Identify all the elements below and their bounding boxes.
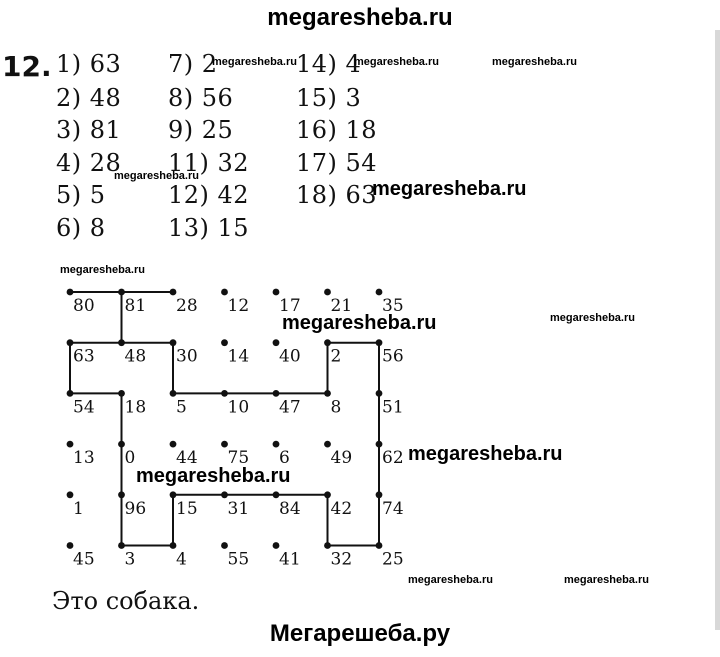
grid-cell-number: 8	[330, 397, 342, 418]
answer-item: 4) 28	[56, 149, 122, 177]
grid-cell-number: 10	[227, 397, 250, 418]
watermark: megaresheba.ru	[136, 465, 291, 487]
watermark: megaresheba.ru	[408, 574, 493, 586]
grid-dot	[376, 390, 383, 397]
grid-cell-number: 81	[124, 296, 147, 316]
grid-cell-number: 6	[279, 448, 290, 469]
site-header-watermark: megaresheba.ru	[267, 4, 453, 31]
grid-dot	[118, 339, 125, 346]
grid-cell-number: 55	[227, 549, 250, 570]
watermark: megaresheba.ru	[60, 264, 145, 276]
grid-cell-number: 49	[330, 448, 353, 469]
grid-cell-number: 80	[73, 296, 95, 316]
grid-dot	[273, 491, 280, 498]
conclusion-text: Это собака.	[52, 587, 200, 615]
grid-dot	[273, 441, 280, 448]
grid-cell-number: 14	[227, 346, 250, 367]
grid-dot	[273, 542, 280, 549]
grid-cell-number: 25	[382, 549, 404, 570]
grid-dot	[324, 289, 331, 296]
grid-dot	[67, 441, 74, 448]
answer-item: 11) 32	[168, 149, 250, 177]
grid-cell-number: 54	[73, 397, 95, 418]
watermark: megaresheba.ru	[372, 178, 527, 200]
grid-cell-number: 35	[382, 296, 404, 316]
grid-cell-number: 62	[382, 448, 404, 469]
answer-item: 5) 5	[56, 181, 106, 209]
grid-dot	[67, 390, 74, 397]
watermark: megaresheba.ru	[564, 574, 649, 586]
watermark: megaresheba.ru	[492, 56, 577, 68]
grid-dot	[67, 339, 74, 346]
grid-dot	[324, 491, 331, 498]
grid-dot	[221, 542, 228, 549]
grid-dot	[221, 339, 228, 346]
grid-cell-number: 56	[382, 346, 404, 367]
grid-cell-number: 42	[330, 498, 353, 519]
grid-dot	[324, 441, 331, 448]
answer-item: 12) 42	[168, 181, 250, 209]
grid-cell-number: 75	[227, 448, 250, 469]
grid-dot	[170, 339, 177, 346]
grid-dot	[118, 289, 125, 296]
grid-cell-number: 48	[124, 346, 147, 367]
grid-dot	[118, 441, 125, 448]
answer-item: 15) 3	[296, 84, 362, 112]
grid-cell-number: 45	[73, 549, 95, 570]
answer-item: 6) 8	[56, 214, 106, 242]
grid-dot	[376, 542, 383, 549]
grid-dot	[118, 390, 125, 397]
grid-cell-number: 84	[279, 498, 301, 519]
grid-dot	[324, 542, 331, 549]
grid-cell-number: 96	[124, 498, 147, 519]
grid-cell-number: 28	[176, 296, 198, 316]
grid-cell-number: 41	[279, 549, 301, 570]
task-number: 12.	[2, 50, 52, 83]
watermark: megaresheba.ru	[408, 443, 563, 465]
grid-dot	[170, 441, 177, 448]
grid-dot	[376, 491, 383, 498]
grid-cell-number: 1	[73, 498, 84, 519]
grid-cell-number: 32	[330, 549, 353, 570]
grid-dot	[324, 390, 331, 397]
grid-cell-number: 21	[330, 296, 353, 316]
grid-dot	[170, 289, 177, 296]
grid-cell-number: 47	[279, 397, 301, 418]
grid-dot	[67, 491, 74, 498]
grid-dot	[221, 491, 228, 498]
answer-item: 14) 4	[296, 50, 362, 78]
grid-cell-number: 31	[227, 498, 250, 519]
watermark: megaresheba.ru	[354, 56, 439, 68]
grid-dot	[376, 441, 383, 448]
grid-cell-number: 17	[279, 296, 301, 316]
grid-dot	[221, 289, 228, 296]
grid-dot	[67, 542, 74, 549]
grid-dot	[118, 491, 125, 498]
grid-cell-number: 74	[382, 498, 404, 519]
grid-dot	[221, 441, 228, 448]
watermark: megaresheba.ru	[114, 170, 199, 182]
answer-item: 7) 2	[168, 50, 218, 78]
grid-dot	[376, 339, 383, 346]
site-footer-watermark: Мегарешеба.ру	[269, 620, 451, 647]
watermark: megaresheba.ru	[212, 56, 297, 68]
answer-item: 9) 25	[168, 116, 234, 144]
grid-cell-number: 40	[279, 346, 301, 367]
grid-dot	[273, 339, 280, 346]
grid-dot	[67, 289, 74, 296]
answer-item: 2) 48	[56, 84, 122, 112]
grid-cell-number: 18	[124, 397, 147, 418]
grid-cell-number: 4	[176, 549, 187, 570]
grid-cell-number: 5	[176, 397, 187, 418]
watermark: megaresheba.ru	[282, 312, 437, 334]
answer-item: 16) 18	[296, 116, 378, 144]
grid-dot	[170, 390, 177, 397]
answer-item: 1) 63	[56, 50, 122, 78]
grid-cell-number: 30	[176, 346, 198, 367]
grid-cell-number: 44	[176, 448, 198, 469]
grid-dot	[170, 491, 177, 498]
grid-dot	[324, 339, 331, 346]
grid-cell-number: 0	[124, 448, 136, 469]
grid-cell-number: 2	[330, 346, 342, 367]
grid-cell-number: 13	[73, 448, 95, 469]
grid-dot	[170, 542, 177, 549]
grid-cell-number: 63	[73, 346, 95, 367]
grid-dot	[376, 289, 383, 296]
grid-cell-number: 51	[382, 397, 404, 418]
grid-dot	[273, 390, 280, 397]
answer-item: 3) 81	[56, 116, 122, 144]
grid-dot	[273, 289, 280, 296]
answer-item: 17) 54	[296, 149, 378, 177]
answer-item: 13) 15	[168, 214, 250, 242]
answer-item: 8) 56	[168, 84, 234, 112]
answer-item: 18) 63	[296, 181, 378, 209]
grid-dot	[221, 390, 228, 397]
grid-dot	[118, 542, 125, 549]
grid-cell-number: 3	[124, 549, 136, 570]
grid-cell-number: 12	[227, 296, 250, 316]
grid-cell-number: 15	[176, 498, 198, 519]
watermark: megaresheba.ru	[550, 312, 635, 324]
